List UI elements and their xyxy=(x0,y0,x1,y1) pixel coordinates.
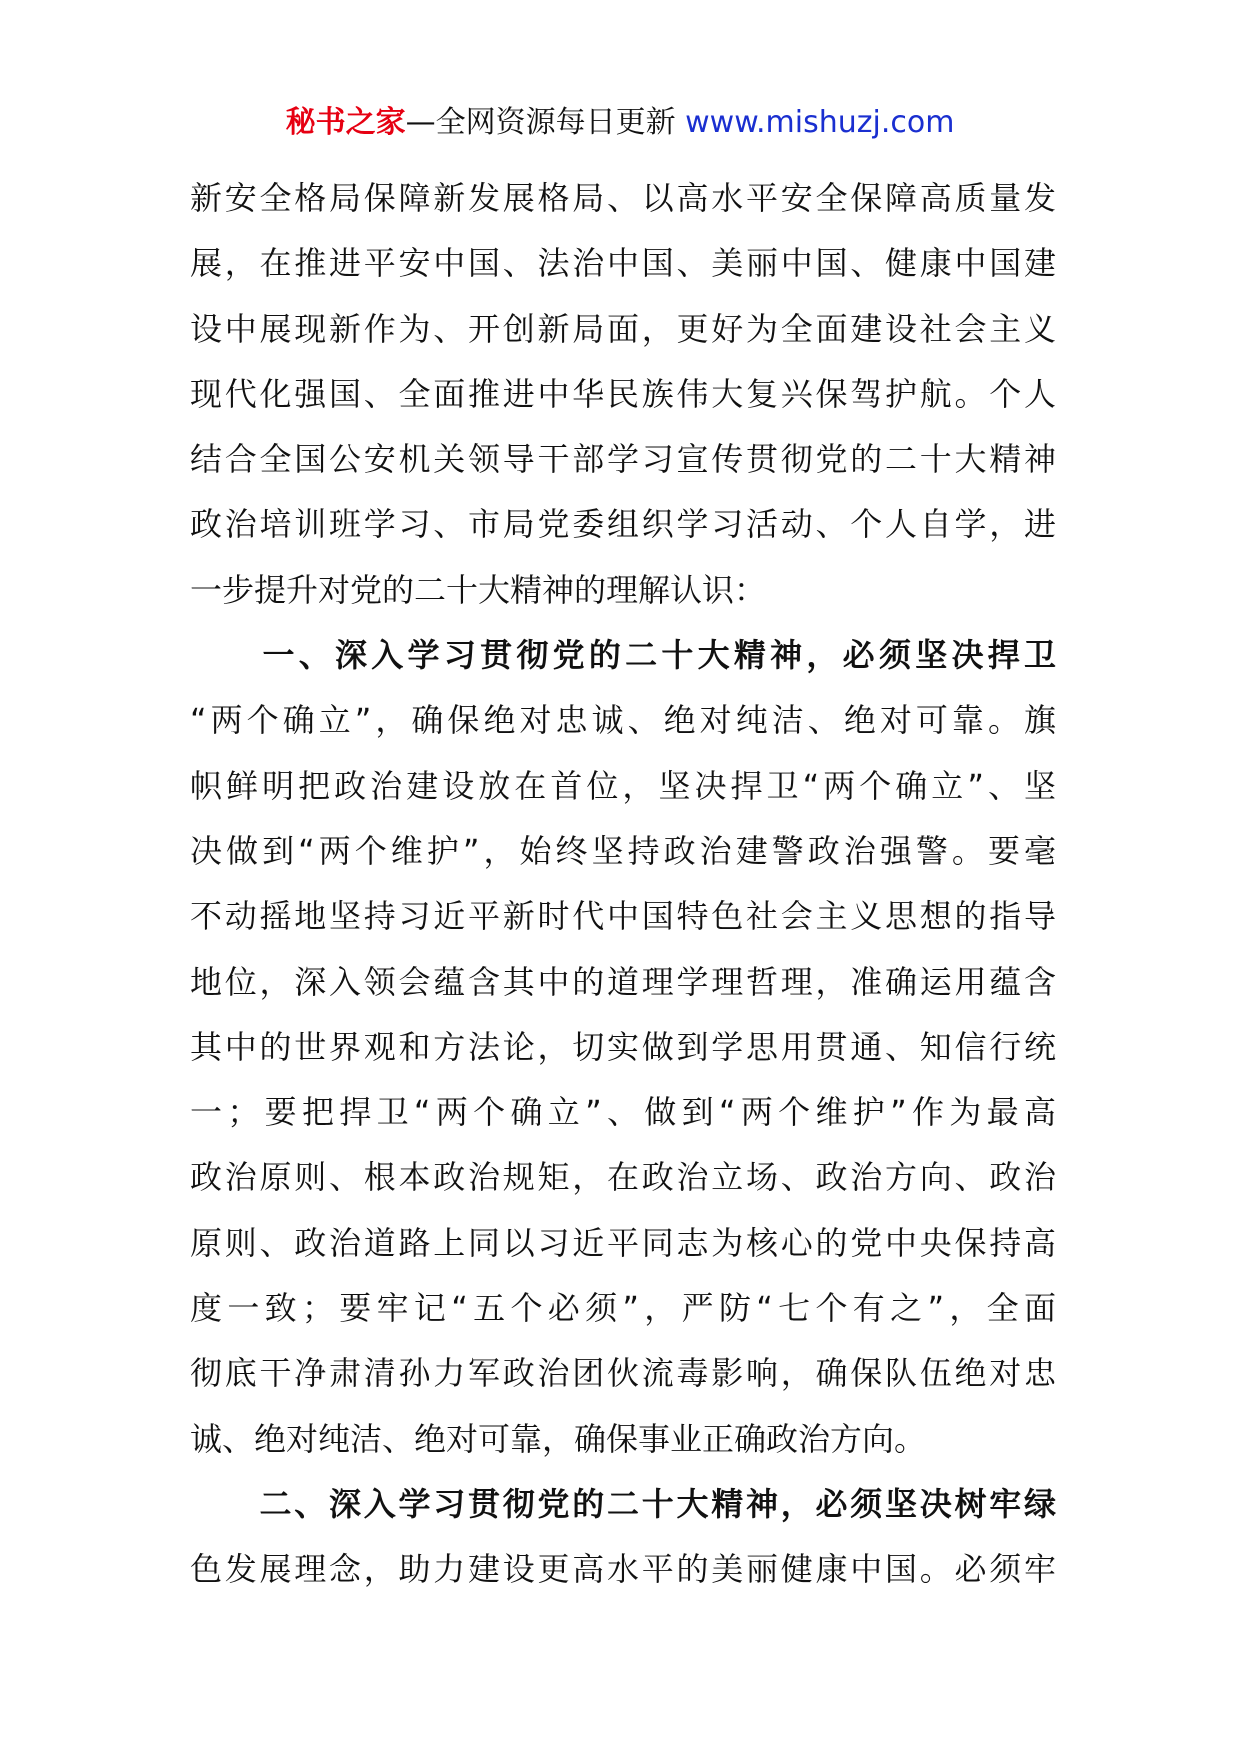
header-url-link[interactable]: www.mishuzj.com xyxy=(685,105,955,140)
text-line: 其中的世界观和方法论，切实做到学思用贯通、知信行统 xyxy=(190,1027,1056,1066)
header-brand: 秘书之家 xyxy=(285,105,406,140)
text-line: 诚、绝对纯洁、绝对可靠，确保事业正确政治方向。 xyxy=(190,1419,927,1458)
text-line: 不动摇地坚持习近平新时代中国特色社会主义思想的指导 xyxy=(190,897,1056,936)
text-line: 一步提升对党的二十大精神的理解认识： xyxy=(190,570,767,609)
text-line: 一；要把捍卫“两个确立”、做到“两个维护”作为最高 xyxy=(190,1093,1056,1132)
page-header xyxy=(0,101,1240,145)
text-line: 原则、政治道路上同以习近平同志为核心的党中央保持高 xyxy=(190,1223,1056,1262)
text-line: 政治原则、根本政治规矩，在政治立场、政治方向、政治 xyxy=(190,1158,1056,1197)
text-line: 政治培训班学习、市局党委组织学习活动、个人自学，进 xyxy=(190,505,1056,544)
text-line: 帜鲜明把政治建设放在首位，坚决捍卫“两个确立”、坚 xyxy=(190,766,1056,805)
text-line: 设中展现新作为、开创新局面，更好为全面建设社会主义 xyxy=(190,309,1056,348)
text-line: 新安全格局保障新发展格局、以高水平安全保障高质量发 xyxy=(190,179,1056,217)
header-tagline: —全网资源每日更新 xyxy=(405,105,676,140)
text-line: 彻底干净肃清孙力军政治团伙流毒影响，确保队伍绝对忠 xyxy=(190,1354,1056,1393)
text-line: 结合全国公安机关领导干部学习宣传贯彻党的二十大精神 xyxy=(190,440,1056,479)
body-text xyxy=(190,166,1056,1603)
text-line: 度一致；要牢记“五个必须”，严防“七个有之”，全面 xyxy=(190,1289,1056,1328)
text-line: 展，在推进平安中国、法治中国、美丽中国、健康中国建 xyxy=(190,244,1056,283)
text-line: 决做到“两个维护”，始终坚持政治建警政治强警。要毫 xyxy=(190,831,1056,870)
text-line: 现代化强国、全面推进中华民族伟大复兴保驾护航。个人 xyxy=(190,374,1056,413)
text-line: 一、深入学习贯彻党的二十大精神，必须坚决捍卫 xyxy=(190,636,1056,675)
text-line: 色发展理念，助力建设更高水平的美丽健康中国。必须牢 xyxy=(190,1550,1056,1589)
text-line: 二、深入学习贯彻党的二十大精神，必须坚决树牢绿 xyxy=(190,1484,1056,1523)
text-line: 地位，深入领会蕴含其中的道理学理哲理，准确运用蕴含 xyxy=(190,962,1056,1001)
text-line: “两个确立”，确保绝对忠诚、绝对纯洁、绝对可靠。旗 xyxy=(190,701,1056,740)
